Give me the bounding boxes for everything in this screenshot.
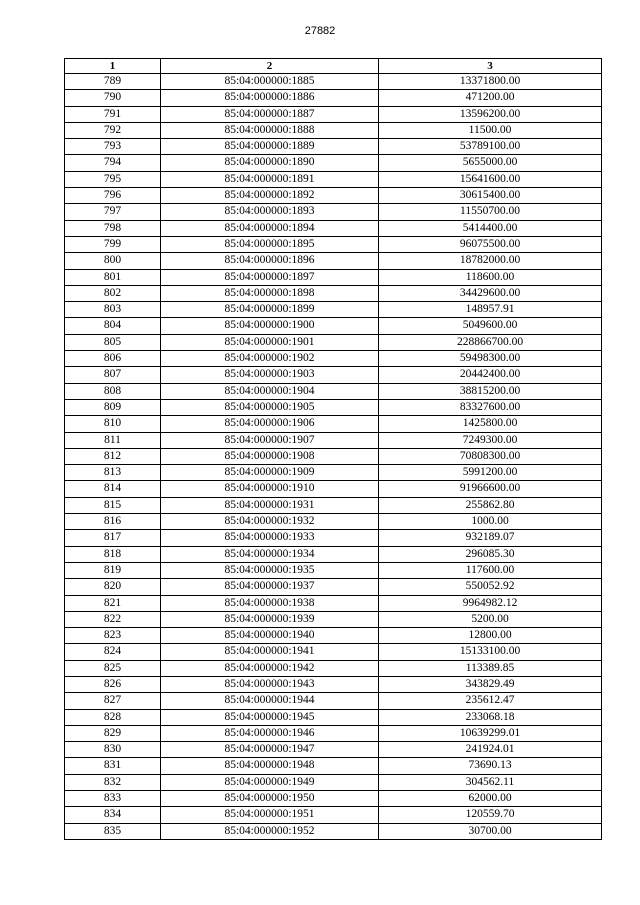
value-cell: 15133100.00 [379,644,602,660]
row-number-cell: 793 [65,139,161,155]
value-cell: 91966600.00 [379,481,602,497]
cadastral-number-cell: 85:04:000000:1943 [161,676,379,692]
value-cell: 148957.91 [379,302,602,318]
value-cell: 73690.13 [379,758,602,774]
row-number-cell: 832 [65,774,161,790]
table-row [65,823,602,839]
cadastral-number-cell: 85:04:000000:1933 [161,530,379,546]
cadastral-number-cell: 85:04:000000:1906 [161,416,379,432]
value-cell: 5200.00 [379,611,602,627]
cadastral-number-cell: 85:04:000000:1898 [161,285,379,301]
row-number-cell: 806 [65,351,161,367]
table-row [65,579,602,595]
value-cell: 15641600.00 [379,171,602,187]
value-cell: 235612.47 [379,693,602,709]
row-number-cell: 792 [65,122,161,138]
table-row [65,318,602,334]
row-number-cell: 808 [65,383,161,399]
row-number-cell: 834 [65,807,161,823]
row-number-cell: 804 [65,318,161,334]
column-header-1: 1 [65,59,161,74]
row-number-cell: 796 [65,188,161,204]
cadastral-number-cell: 85:04:000000:1892 [161,188,379,204]
table-row [65,774,602,790]
cadastral-number-cell: 85:04:000000:1907 [161,432,379,448]
row-number-cell: 814 [65,481,161,497]
cadastral-number-cell: 85:04:000000:1909 [161,465,379,481]
cadastral-number-cell: 85:04:000000:1940 [161,628,379,644]
value-cell: 7249300.00 [379,432,602,448]
cadastral-number-cell: 85:04:000000:1938 [161,595,379,611]
cadastral-number-cell: 85:04:000000:1904 [161,383,379,399]
value-cell: 304562.11 [379,774,602,790]
row-number-cell: 819 [65,562,161,578]
page-number: 27882 [304,25,336,37]
table-row [65,416,602,432]
cadastral-number-cell: 85:04:000000:1885 [161,74,379,90]
row-number-cell: 797 [65,204,161,220]
row-number-cell: 829 [65,725,161,741]
cadastral-number-cell: 85:04:000000:1935 [161,562,379,578]
table-row [65,302,602,318]
value-cell: 13596200.00 [379,106,602,122]
table-row [65,432,602,448]
table-row [65,611,602,627]
cadastral-number-cell: 85:04:000000:1937 [161,579,379,595]
value-cell: 59498300.00 [379,351,602,367]
cadastral-number-cell: 85:04:000000:1932 [161,514,379,530]
value-cell: 5991200.00 [379,465,602,481]
table-row [65,595,602,611]
table-row [65,220,602,236]
value-cell: 1425800.00 [379,416,602,432]
cadastral-number-cell: 85:04:000000:1949 [161,774,379,790]
cadastral-number-cell: 85:04:000000:1893 [161,204,379,220]
table-row [65,285,602,301]
cadastral-value-table [64,58,602,840]
value-cell: 13371800.00 [379,74,602,90]
value-cell: 5655000.00 [379,155,602,171]
cadastral-number-cell: 85:04:000000:1947 [161,742,379,758]
table-row [65,562,602,578]
row-number-cell: 827 [65,693,161,709]
row-number-cell: 830 [65,742,161,758]
cadastral-number-cell: 85:04:000000:1890 [161,155,379,171]
cadastral-number-cell: 85:04:000000:1941 [161,644,379,660]
table-row [65,188,602,204]
row-number-cell: 789 [65,74,161,90]
column-header-2: 2 [161,59,379,74]
row-number-cell: 790 [65,90,161,106]
table-row [65,334,602,350]
table-row [65,546,602,562]
table-row [65,367,602,383]
table-row [65,106,602,122]
value-cell: 62000.00 [379,791,602,807]
value-cell: 113389.85 [379,660,602,676]
row-number-cell: 822 [65,611,161,627]
value-cell: 9964982.12 [379,595,602,611]
cadastral-number-cell: 85:04:000000:1887 [161,106,379,122]
table-body [65,74,602,840]
value-cell: 11500.00 [379,122,602,138]
row-number-cell: 818 [65,546,161,562]
value-cell: 5049600.00 [379,318,602,334]
table-row [65,171,602,187]
table-row [65,122,602,138]
cadastral-number-cell: 85:04:000000:1894 [161,220,379,236]
table-row [65,269,602,285]
value-cell: 30700.00 [379,823,602,839]
table-row [65,676,602,692]
cadastral-number-cell: 85:04:000000:1886 [161,90,379,106]
row-number-cell: 824 [65,644,161,660]
cadastral-number-cell: 85:04:000000:1902 [161,351,379,367]
row-number-cell: 825 [65,660,161,676]
value-cell: 241924.01 [379,742,602,758]
value-cell: 296085.30 [379,546,602,562]
row-number-cell: 835 [65,823,161,839]
cadastral-number-cell: 85:04:000000:1903 [161,367,379,383]
value-cell: 1000.00 [379,514,602,530]
value-cell: 932189.07 [379,530,602,546]
table-row [65,465,602,481]
cadastral-number-cell: 85:04:000000:1945 [161,709,379,725]
table-row [65,204,602,220]
row-number-cell: 805 [65,334,161,350]
cadastral-number-cell: 85:04:000000:1946 [161,725,379,741]
row-number-cell: 809 [65,399,161,415]
table-row [65,709,602,725]
value-cell: 18782000.00 [379,253,602,269]
table-row [65,628,602,644]
cadastral-number-cell: 85:04:000000:1934 [161,546,379,562]
cadastral-number-cell: 85:04:000000:1910 [161,481,379,497]
value-cell: 20442400.00 [379,367,602,383]
cadastral-number-cell: 85:04:000000:1908 [161,448,379,464]
value-cell: 233068.18 [379,709,602,725]
value-cell: 38815200.00 [379,383,602,399]
cadastral-number-cell: 85:04:000000:1951 [161,807,379,823]
value-cell: 343829.49 [379,676,602,692]
row-number-cell: 816 [65,514,161,530]
cadastral-number-cell: 85:04:000000:1901 [161,334,379,350]
table-row [65,139,602,155]
value-cell: 34429600.00 [379,285,602,301]
row-number-cell: 812 [65,448,161,464]
table-row [65,74,602,90]
row-number-cell: 817 [65,530,161,546]
value-cell: 5414400.00 [379,220,602,236]
row-number-cell: 799 [65,236,161,252]
cadastral-number-cell: 85:04:000000:1931 [161,497,379,513]
table-row [65,725,602,741]
value-cell: 96075500.00 [379,236,602,252]
value-cell: 83327600.00 [379,399,602,415]
row-number-cell: 795 [65,171,161,187]
table-row [65,497,602,513]
cadastral-number-cell: 85:04:000000:1905 [161,399,379,415]
row-number-cell: 803 [65,302,161,318]
row-number-cell: 798 [65,220,161,236]
row-number-cell: 794 [65,155,161,171]
row-number-cell: 811 [65,432,161,448]
cadastral-number-cell: 85:04:000000:1939 [161,611,379,627]
table-row [65,351,602,367]
table-row [65,155,602,171]
row-number-cell: 828 [65,709,161,725]
row-number-cell: 810 [65,416,161,432]
value-cell: 255862.80 [379,497,602,513]
table-row [65,693,602,709]
cadastral-number-cell: 85:04:000000:1891 [161,171,379,187]
header-row [65,59,602,74]
table-row [65,644,602,660]
cadastral-number-cell: 85:04:000000:1888 [161,122,379,138]
value-cell: 10639299.01 [379,725,602,741]
table-row [65,90,602,106]
table-row [65,660,602,676]
cadastral-number-cell: 85:04:000000:1900 [161,318,379,334]
table-row [65,742,602,758]
table-row [65,399,602,415]
row-number-cell: 813 [65,465,161,481]
value-cell: 228866700.00 [379,334,602,350]
row-number-cell: 820 [65,579,161,595]
row-number-cell: 791 [65,106,161,122]
row-number-cell: 826 [65,676,161,692]
table-row [65,530,602,546]
table-row [65,758,602,774]
cadastral-number-cell: 85:04:000000:1889 [161,139,379,155]
value-cell: 30615400.00 [379,188,602,204]
value-cell: 11550700.00 [379,204,602,220]
row-number-cell: 821 [65,595,161,611]
value-cell: 12800.00 [379,628,602,644]
value-cell: 118600.00 [379,269,602,285]
row-number-cell: 833 [65,791,161,807]
value-cell: 70808300.00 [379,448,602,464]
cadastral-number-cell: 85:04:000000:1944 [161,693,379,709]
table-row [65,481,602,497]
table-row [65,253,602,269]
row-number-cell: 823 [65,628,161,644]
cadastral-number-cell: 85:04:000000:1952 [161,823,379,839]
row-number-cell: 815 [65,497,161,513]
row-number-cell: 801 [65,269,161,285]
cadastral-number-cell: 85:04:000000:1950 [161,791,379,807]
cadastral-number-cell: 85:04:000000:1942 [161,660,379,676]
row-number-cell: 802 [65,285,161,301]
table-row [65,383,602,399]
table-row [65,514,602,530]
column-header-3: 3 [379,59,602,74]
table-row [65,807,602,823]
value-cell: 471200.00 [379,90,602,106]
table-row [65,236,602,252]
value-cell: 117600.00 [379,562,602,578]
table-row [65,448,602,464]
cadastral-number-cell: 85:04:000000:1896 [161,253,379,269]
cadastral-number-cell: 85:04:000000:1895 [161,236,379,252]
value-cell: 120559.70 [379,807,602,823]
row-number-cell: 831 [65,758,161,774]
value-cell: 53789100.00 [379,139,602,155]
value-cell: 550052.92 [379,579,602,595]
table-row [65,791,602,807]
cadastral-number-cell: 85:04:000000:1899 [161,302,379,318]
cadastral-number-cell: 85:04:000000:1897 [161,269,379,285]
cadastral-number-cell: 85:04:000000:1948 [161,758,379,774]
row-number-cell: 807 [65,367,161,383]
row-number-cell: 800 [65,253,161,269]
